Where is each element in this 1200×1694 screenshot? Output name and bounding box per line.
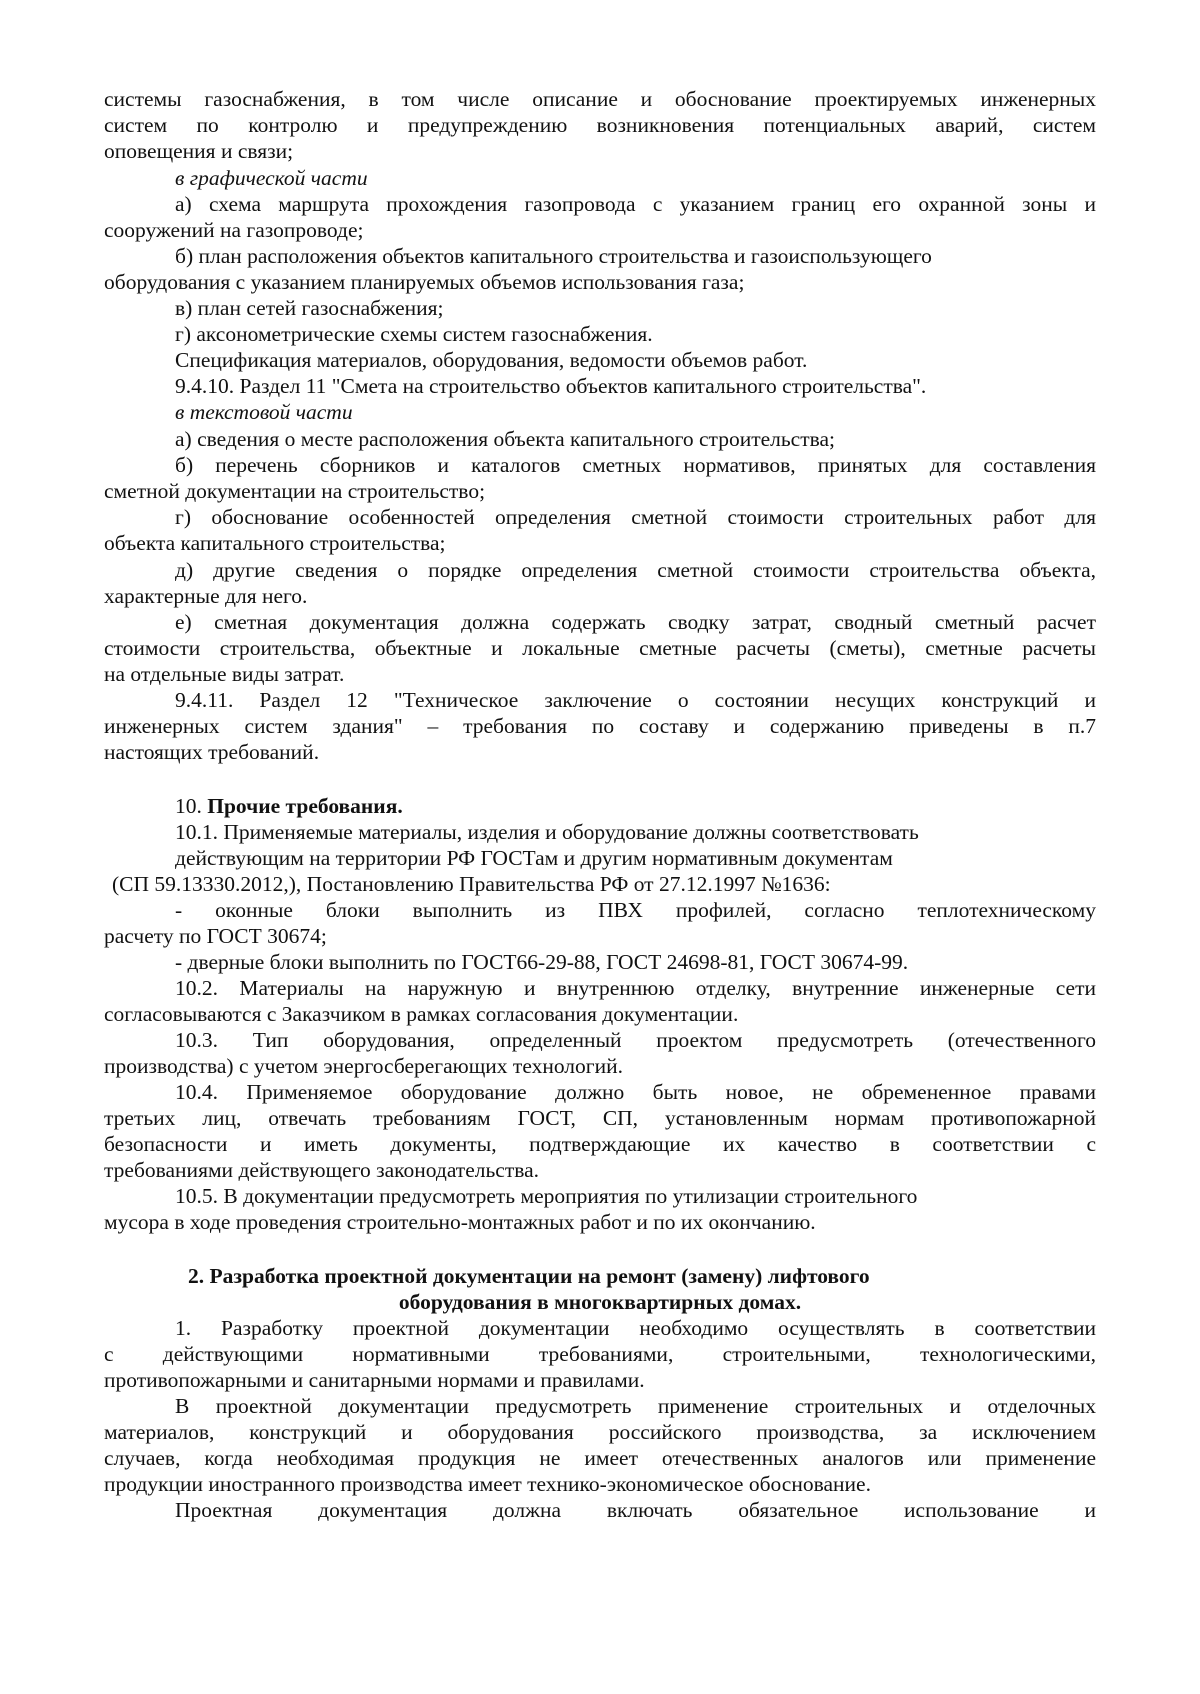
text-line: а) схема маршрута прохождения газопровода с указанием границ его охранной зоны и — [175, 192, 1096, 216]
section-number: 10. — [175, 794, 208, 818]
text-line: 10.2. Материалы на наружную и внутреннюю отделку, внутренние инженерные сети — [175, 976, 1096, 1000]
text-line: В проектной документации предусмотреть применение строительных и отделочных — [175, 1394, 1096, 1418]
text-line: случаев, когда необходимая продукция не имеет отечественных аналогов или применение — [104, 1446, 1096, 1470]
text-line: с действующими нормативными требованиями, строительными, технологическими, — [104, 1342, 1096, 1366]
text-line: характерные для него. — [104, 584, 308, 608]
list-item: - оконные блоки выполнить из ПВХ профилей, согласно теплотехническому — [175, 898, 1096, 922]
section-9-4-11: 9.4.11. Раздел 12 "Техническое заключение о состоянии несущих конструкций и — [175, 688, 1096, 712]
text-line: сооружений на газопроводе; — [104, 218, 364, 242]
text-line: безопасности и иметь документы, подтверждающие их качество в соответствии с — [104, 1132, 1096, 1156]
text-line: расчету по ГОСТ 30674; — [104, 924, 327, 948]
text-line: б) план расположения объектов капитального строительства и газоиспользующего — [175, 244, 932, 268]
text-line: 10.4. Применяемое оборудование должно быть новое, не обремененное правами — [175, 1080, 1096, 1104]
section-title: Прочие требования. — [207, 794, 403, 818]
text-line: оборудования с указанием планируемых объемов использования газа; — [104, 270, 745, 294]
text-line: 10.1. Применяемые материалы, изделия и оборудование должны соответствовать — [175, 820, 919, 844]
text-line: а) сведения о месте расположения объекта капитального строительства; — [175, 427, 836, 451]
text-line: сметной документации на строительство; — [104, 479, 486, 503]
text-line: в) план сетей газоснабжения; — [175, 296, 444, 320]
text-line: действующим на территории РФ ГОСТам и другим нормативным документам — [175, 846, 893, 870]
text-line: на отдельные виды затрат. — [104, 662, 345, 686]
text-line: системы газоснабжения, в том числе описание и обоснование проектируемых инженерных — [104, 87, 1096, 111]
text-line: д) другие сведения о порядке определения сметной стоимости строительства объекта, — [175, 558, 1096, 582]
text-line: г) обоснование особенностей определения сметной стоимости строительных работ для — [175, 505, 1096, 529]
text-line: Проектная документация должна включать обязательное использование и — [175, 1498, 1096, 1522]
section-9-4-10: 9.4.10. Раздел 11 "Смета на строительство объектов капитального строительства". — [175, 374, 927, 398]
section-heading-2-cont: оборудования в многоквартирных домах. — [398, 1290, 802, 1314]
text-line: е) сметная документация должна содержать сводку затрат, сводный сметный расчет — [175, 610, 1096, 634]
text-line: 10.5. В документации предусмотреть мероприятия по утилизации строительного — [175, 1184, 918, 1208]
text-line: оповещения и связи; — [104, 139, 294, 163]
text-line: 1. Разработку проектной документации необходимо осуществлять в соответствии — [175, 1316, 1096, 1340]
section-heading-10 — [175, 796, 403, 818]
text-line: согласовываются с Заказчиком в рамках согласования документации. — [104, 1002, 739, 1026]
text-line: 10.3. Тип оборудования, определенный проектом предусмотреть (отечественного — [175, 1028, 1096, 1052]
text-line: требованиями действующего законодательства. — [104, 1158, 539, 1182]
text-line: объекта капитального строительства; — [104, 531, 446, 555]
text-line: (СП 59.13330.2012,), Постановлению Правительства РФ от 27.12.1997 №1636: — [112, 872, 831, 896]
text-line: производства) с учетом энергосберегающих технологий. — [104, 1054, 623, 1078]
subheading: в графической части — [175, 166, 368, 190]
list-item: - дверные блоки выполнить по ГОСТ66-29-88, ГОСТ 24698-81, ГОСТ 30674-99. — [175, 950, 909, 974]
text-line: продукции иностранного производства имеет технико-экономическое обоснование. — [104, 1472, 871, 1496]
text-line: инженерных систем здания" – требования по составу и содержанию приведены в п.7 — [104, 714, 1096, 738]
text-line: настоящих требований. — [104, 740, 320, 764]
section-heading-2: 2. Разработка проектной документации на ремонт (замену) лифтового — [188, 1264, 870, 1288]
text-line: материалов, конструкций и оборудования российского производства, за исключением — [104, 1420, 1096, 1444]
text-line: мусора в ходе проведения строительно-монтажных работ и по их окончанию. — [104, 1210, 816, 1234]
text-line: г) аксонометрические схемы систем газоснабжения. — [175, 322, 653, 346]
subheading: в текстовой части — [175, 400, 353, 424]
text-line: систем по контролю и предупреждению возникновения потенциальных аварий, систем — [104, 113, 1096, 137]
text-line: б) перечень сборников и каталогов сметных нормативов, принятых для составления — [175, 453, 1096, 477]
text-line: стоимости строительства, объектные и локальные сметные расчеты (сметы), сметные расчеты — [104, 636, 1096, 660]
text-line: третьих лиц, отвечать требованиям ГОСТ, СП, установленным нормам противопожарной — [104, 1106, 1096, 1130]
text-line: Спецификация материалов, оборудования, ведомости объемов работ. — [175, 348, 808, 372]
text-line: противопожарными и санитарными нормами и правилами. — [104, 1368, 645, 1392]
